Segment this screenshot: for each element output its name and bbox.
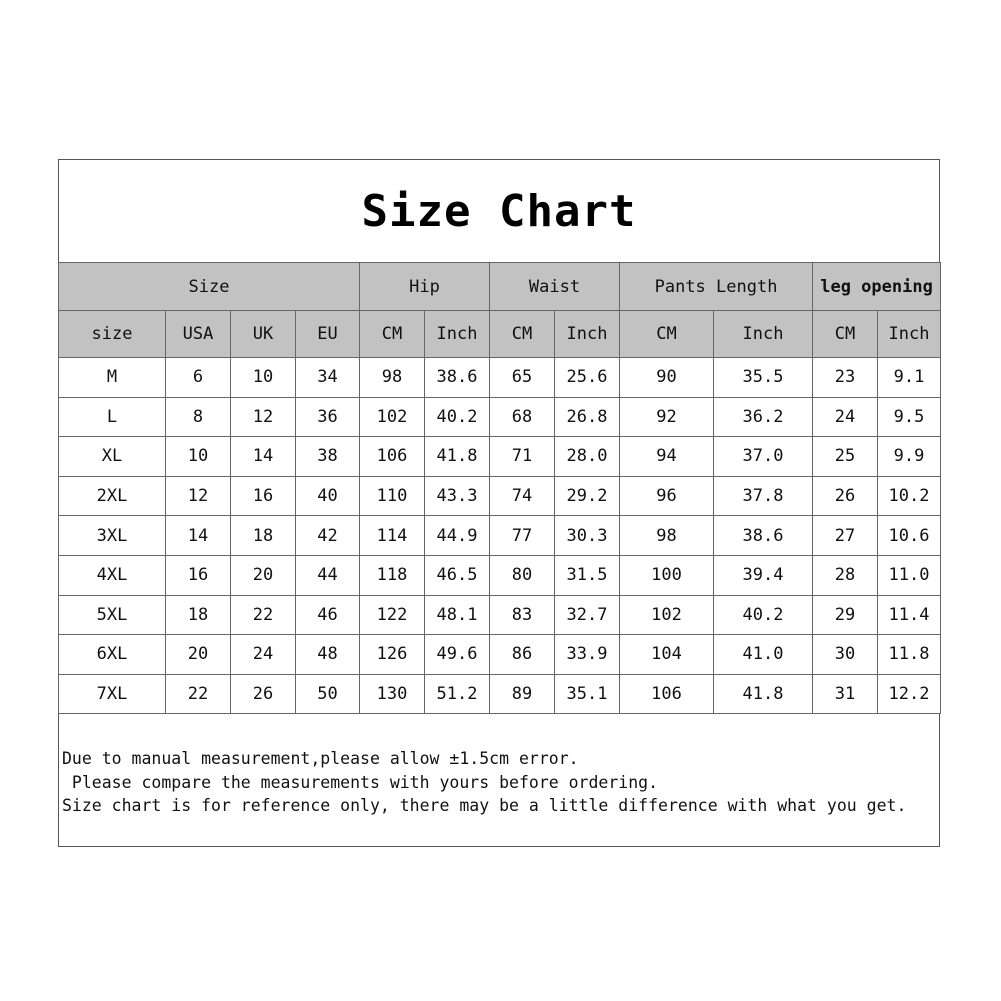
table-cell: 4XL bbox=[59, 555, 166, 595]
column-header: UK bbox=[231, 311, 296, 358]
table-cell: 5XL bbox=[59, 595, 166, 635]
table-cell: 40 bbox=[296, 476, 360, 516]
table-cell: 11.0 bbox=[878, 555, 941, 595]
table-cell: 26 bbox=[813, 476, 878, 516]
table-cell: 8 bbox=[166, 397, 231, 437]
table-cell: 10.6 bbox=[878, 516, 941, 556]
group-header-pants-length: Pants Length bbox=[620, 263, 813, 311]
table-cell: 28 bbox=[813, 555, 878, 595]
table-cell: 22 bbox=[166, 674, 231, 714]
column-header-row bbox=[59, 311, 941, 358]
table-cell: 9.5 bbox=[878, 397, 941, 437]
table-cell: 83 bbox=[490, 595, 555, 635]
column-header: size bbox=[59, 311, 166, 358]
table-cell: 114 bbox=[360, 516, 425, 556]
group-header-hip: Hip bbox=[360, 263, 490, 311]
table-cell: 102 bbox=[360, 397, 425, 437]
column-header: Inch bbox=[878, 311, 941, 358]
chart-title: Size Chart bbox=[361, 185, 637, 237]
table-cell: 2XL bbox=[59, 476, 166, 516]
table-cell: 10 bbox=[166, 437, 231, 477]
table-cell: 25.6 bbox=[555, 358, 620, 398]
table-cell: 39.4 bbox=[714, 555, 813, 595]
table-cell: 98 bbox=[620, 516, 714, 556]
table-body bbox=[59, 358, 941, 714]
column-header: USA bbox=[166, 311, 231, 358]
table-cell: 30.3 bbox=[555, 516, 620, 556]
table-cell: 40.2 bbox=[714, 595, 813, 635]
table-cell: 35.5 bbox=[714, 358, 813, 398]
table-cell: 11.8 bbox=[878, 635, 941, 675]
table-cell: 38 bbox=[296, 437, 360, 477]
table-cell: 41.0 bbox=[714, 635, 813, 675]
size-table bbox=[58, 262, 941, 714]
column-header: EU bbox=[296, 311, 360, 358]
table-cell: 20 bbox=[166, 635, 231, 675]
table-cell: 96 bbox=[620, 476, 714, 516]
table-cell: 31 bbox=[813, 674, 878, 714]
table-cell: 29.2 bbox=[555, 476, 620, 516]
column-header: CM bbox=[360, 311, 425, 358]
table-cell: 9.9 bbox=[878, 437, 941, 477]
table-cell: 14 bbox=[231, 437, 296, 477]
note-line: Please compare the measurements with yours before ordering. bbox=[62, 772, 659, 792]
table-cell: 26.8 bbox=[555, 397, 620, 437]
table-cell: 12.2 bbox=[878, 674, 941, 714]
table-row bbox=[59, 476, 941, 516]
table-row bbox=[59, 674, 941, 714]
table-cell: 65 bbox=[490, 358, 555, 398]
table-cell: 23 bbox=[813, 358, 878, 398]
table-cell: 6XL bbox=[59, 635, 166, 675]
table-cell: 7XL bbox=[59, 674, 166, 714]
table-cell: 90 bbox=[620, 358, 714, 398]
table-cell: 130 bbox=[360, 674, 425, 714]
table-cell: 89 bbox=[490, 674, 555, 714]
table-cell: 46 bbox=[296, 595, 360, 635]
table-cell: 94 bbox=[620, 437, 714, 477]
table-cell: 25 bbox=[813, 437, 878, 477]
table-cell: 48.1 bbox=[425, 595, 490, 635]
table-cell: 74 bbox=[490, 476, 555, 516]
table-cell: 68 bbox=[490, 397, 555, 437]
table-row bbox=[59, 635, 941, 675]
column-header: Inch bbox=[555, 311, 620, 358]
table-cell: 12 bbox=[231, 397, 296, 437]
table-cell: 41.8 bbox=[714, 674, 813, 714]
table-cell: 40.2 bbox=[425, 397, 490, 437]
table-cell: 106 bbox=[360, 437, 425, 477]
column-header: CM bbox=[490, 311, 555, 358]
table-row bbox=[59, 516, 941, 556]
table-cell: 10 bbox=[231, 358, 296, 398]
column-header: Inch bbox=[425, 311, 490, 358]
table-cell: 38.6 bbox=[714, 516, 813, 556]
table-cell: 34 bbox=[296, 358, 360, 398]
table-cell: 51.2 bbox=[425, 674, 490, 714]
table-cell: 24 bbox=[231, 635, 296, 675]
column-header: CM bbox=[813, 311, 878, 358]
table-cell: 50 bbox=[296, 674, 360, 714]
table-cell: 24 bbox=[813, 397, 878, 437]
table-cell: 37.8 bbox=[714, 476, 813, 516]
table-cell: 22 bbox=[231, 595, 296, 635]
table-cell: 126 bbox=[360, 635, 425, 675]
table-cell: 20 bbox=[231, 555, 296, 595]
table-cell: 44 bbox=[296, 555, 360, 595]
group-header-row bbox=[59, 263, 941, 311]
note-line: Size chart is for reference only, there may be a little difference with what you get. bbox=[62, 796, 907, 815]
table-cell: 118 bbox=[360, 555, 425, 595]
table-cell: 100 bbox=[620, 555, 714, 595]
table-cell: 92 bbox=[620, 397, 714, 437]
table-cell: 49.6 bbox=[425, 635, 490, 675]
table-cell: 32.7 bbox=[555, 595, 620, 635]
table-cell: 48 bbox=[296, 635, 360, 675]
table-cell: 37.0 bbox=[714, 437, 813, 477]
table-cell: 30 bbox=[813, 635, 878, 675]
table-cell: 3XL bbox=[59, 516, 166, 556]
notes bbox=[62, 747, 906, 818]
table-cell: 46.5 bbox=[425, 555, 490, 595]
table-cell: 80 bbox=[490, 555, 555, 595]
table-cell: 10.2 bbox=[878, 476, 941, 516]
table-cell: 16 bbox=[166, 555, 231, 595]
table-cell: 18 bbox=[166, 595, 231, 635]
table-cell: 11.4 bbox=[878, 595, 941, 635]
table-cell: 35.1 bbox=[555, 674, 620, 714]
table-cell: 31.5 bbox=[555, 555, 620, 595]
table-cell: L bbox=[59, 397, 166, 437]
table-cell: 71 bbox=[490, 437, 555, 477]
table-row bbox=[59, 555, 941, 595]
table-cell: 9.1 bbox=[878, 358, 941, 398]
group-header-waist: Waist bbox=[490, 263, 620, 311]
table-cell: M bbox=[59, 358, 166, 398]
table-cell: 86 bbox=[490, 635, 555, 675]
table-cell: 42 bbox=[296, 516, 360, 556]
table-cell: 16 bbox=[231, 476, 296, 516]
table-cell: 44.9 bbox=[425, 516, 490, 556]
table-row bbox=[59, 595, 941, 635]
table-cell: 6 bbox=[166, 358, 231, 398]
table-row bbox=[59, 358, 941, 398]
table-cell: 43.3 bbox=[425, 476, 490, 516]
table-row bbox=[59, 437, 941, 477]
table-cell: 12 bbox=[166, 476, 231, 516]
table-cell: 18 bbox=[231, 516, 296, 556]
column-header: Inch bbox=[714, 311, 813, 358]
table-cell: 38.6 bbox=[425, 358, 490, 398]
table-cell: 28.0 bbox=[555, 437, 620, 477]
table-cell: 14 bbox=[166, 516, 231, 556]
size-chart-sheet bbox=[58, 159, 940, 847]
note-line: Due to manual measurement,please allow ±1.5cm error. bbox=[62, 749, 579, 768]
table-cell: 36.2 bbox=[714, 397, 813, 437]
table-cell: 77 bbox=[490, 516, 555, 556]
table-cell: XL bbox=[59, 437, 166, 477]
table-cell: 98 bbox=[360, 358, 425, 398]
table-row bbox=[59, 397, 941, 437]
group-header-leg-opening: leg opening bbox=[813, 263, 941, 311]
table-cell: 29 bbox=[813, 595, 878, 635]
table-cell: 27 bbox=[813, 516, 878, 556]
table-cell: 122 bbox=[360, 595, 425, 635]
table-cell: 36 bbox=[296, 397, 360, 437]
table-cell: 41.8 bbox=[425, 437, 490, 477]
table-cell: 104 bbox=[620, 635, 714, 675]
table-cell: 26 bbox=[231, 674, 296, 714]
table-cell: 110 bbox=[360, 476, 425, 516]
column-header: CM bbox=[620, 311, 714, 358]
table-cell: 106 bbox=[620, 674, 714, 714]
table-cell: 33.9 bbox=[555, 635, 620, 675]
group-header-size: Size bbox=[59, 263, 360, 311]
table-cell: 102 bbox=[620, 595, 714, 635]
